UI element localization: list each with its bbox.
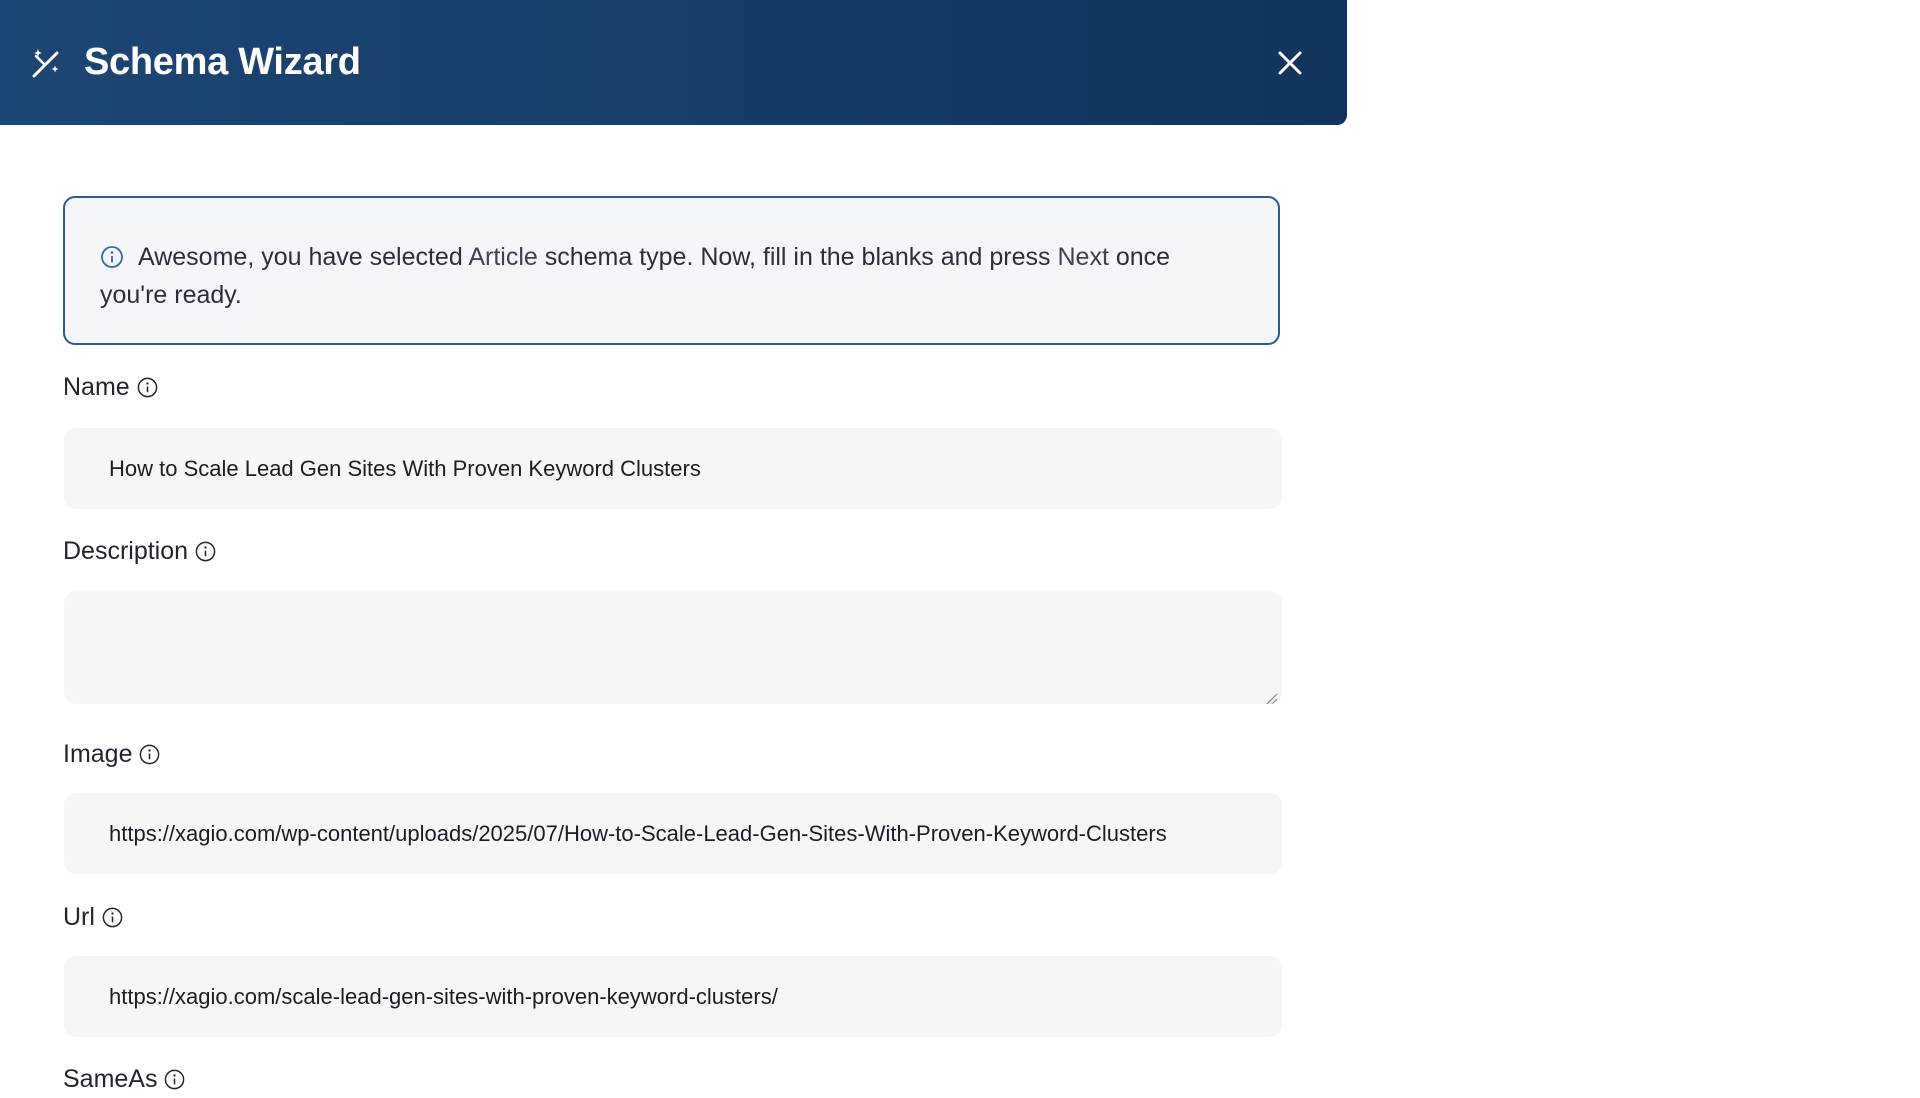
next-word: Next — [1057, 243, 1109, 271]
wizard-title: Schema Wizard — [84, 41, 361, 83]
image-label — [63, 740, 161, 769]
info-icon[interactable] — [194, 540, 217, 563]
url-input[interactable] — [64, 956, 1282, 1037]
notice-text-before: Awesome, you have selected — [138, 243, 469, 271]
info-icon[interactable] — [138, 743, 161, 766]
url-label — [63, 903, 124, 932]
description-textarea[interactable] — [64, 591, 1282, 704]
name-input[interactable] — [64, 428, 1282, 509]
notice-text-middle: schema type. Now, fill in the blanks and press — [537, 243, 1058, 271]
info-icon[interactable] — [136, 376, 159, 399]
name-label — [63, 373, 159, 402]
url-label-text: Url — [63, 903, 95, 931]
info-icon — [100, 242, 124, 266]
wizard-header — [0, 0, 1347, 125]
sameas-label-text: SameAs — [63, 1065, 158, 1093]
image-input-value: https://xagio.com/wp-content/uploads/2025/07/How-to-Scale-Lead-Gen-Sites-With-Proven-Keyword-Clusters — [109, 820, 1167, 846]
image-input[interactable] — [64, 793, 1282, 874]
info-icon[interactable] — [101, 906, 124, 929]
notice-text-after: once you're ready. — [100, 243, 1171, 309]
image-label-text: Image — [63, 740, 133, 768]
url-input-value: https://xagio.com/scale-lead-gen-sites-with-proven-keyword-clusters/ — [109, 983, 778, 1009]
description-label-text: Description — [63, 537, 189, 565]
info-notice — [63, 196, 1280, 345]
magic-wand-icon — [30, 46, 64, 80]
resize-handle-icon[interactable] — [1264, 686, 1278, 700]
schema-type-name: Article — [468, 243, 538, 271]
close-icon[interactable] — [1275, 48, 1305, 78]
name-input-value: How to Scale Lead Gen Sites With Proven Keyword Clusters — [109, 455, 701, 481]
description-label — [63, 537, 217, 566]
name-label-text: Name — [63, 373, 130, 401]
